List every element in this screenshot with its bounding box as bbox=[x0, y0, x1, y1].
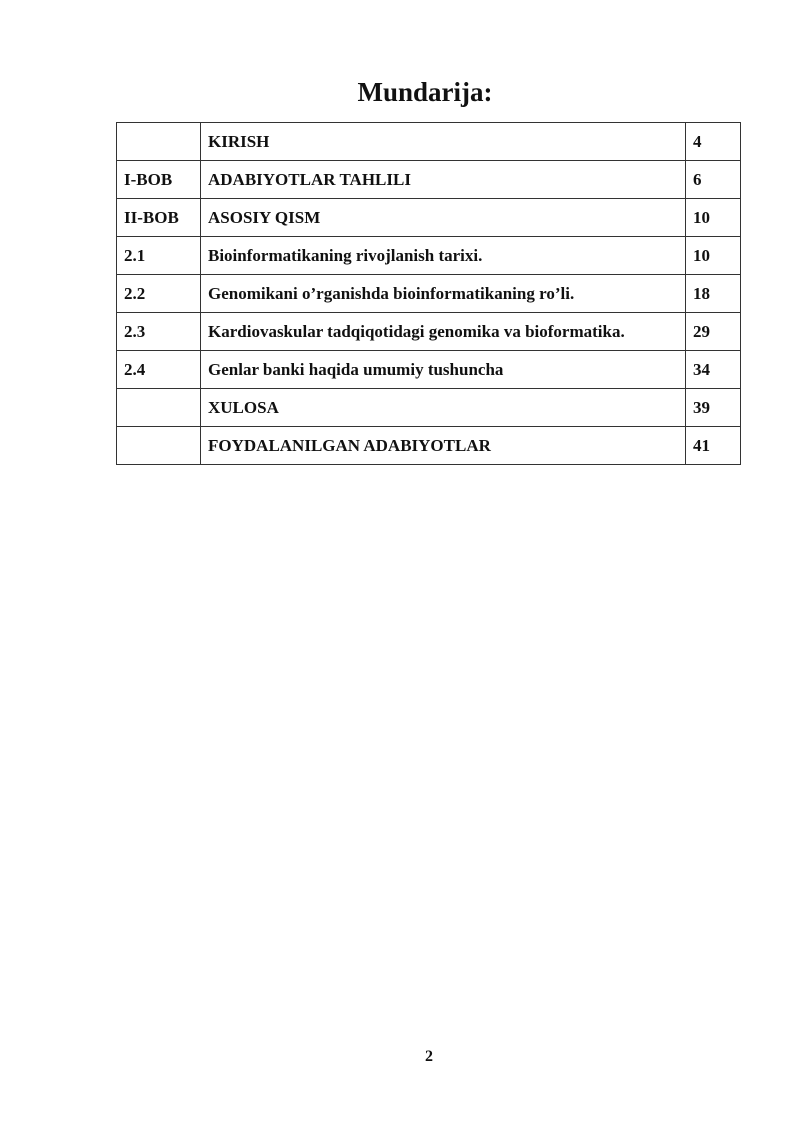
toc-section-number: 2.2 bbox=[117, 275, 201, 313]
table-row bbox=[117, 199, 741, 237]
page-footer-number: 2 bbox=[425, 1048, 433, 1065]
toc-section-number bbox=[117, 389, 201, 427]
toc-section-title: ADABIYOTLAR TAHLILI bbox=[201, 161, 686, 199]
toc-section-title: KIRISH bbox=[201, 123, 686, 161]
table-row bbox=[117, 389, 741, 427]
toc-page-number: 29 bbox=[686, 313, 741, 351]
table-row bbox=[117, 237, 741, 275]
toc-section-number: II-BOB bbox=[117, 199, 201, 237]
table-row bbox=[117, 351, 741, 389]
toc-section-number: I-BOB bbox=[117, 161, 201, 199]
table-row bbox=[117, 161, 741, 199]
toc-section-number: 2.1 bbox=[117, 237, 201, 275]
toc-page-number: 41 bbox=[686, 427, 741, 465]
toc-page-number: 10 bbox=[686, 237, 741, 275]
toc-section-number: 2.4 bbox=[117, 351, 201, 389]
page-title: Mundarija: bbox=[357, 77, 493, 107]
toc-section-title: Kardiovaskular tadqiqotidagi genomika va bioformatika. bbox=[201, 313, 686, 351]
toc-section-number bbox=[117, 123, 201, 161]
toc-section-title: Genlar banki haqida umumiy tushuncha bbox=[201, 351, 686, 389]
toc-section-title: XULOSA bbox=[201, 389, 686, 427]
toc-section-number bbox=[117, 427, 201, 465]
toc-section-title: Bioinformatikaning rivojlanish tarixi. bbox=[201, 237, 686, 275]
toc-page-number: 39 bbox=[686, 389, 741, 427]
toc-section-title: Genomikani o’rganishda bioinformatikaning ro’li. bbox=[201, 275, 686, 313]
table-row bbox=[117, 427, 741, 465]
table-row bbox=[117, 123, 741, 161]
table-row bbox=[117, 313, 741, 351]
table-row bbox=[117, 275, 741, 313]
toc-page-number: 10 bbox=[686, 199, 741, 237]
toc-page-number: 6 bbox=[686, 161, 741, 199]
toc-page-number: 4 bbox=[686, 123, 741, 161]
toc-page-number: 34 bbox=[686, 351, 741, 389]
toc-section-title: FOYDALANILGAN ADABIYOTLAR bbox=[201, 427, 686, 465]
toc-section-title: ASOSIY QISM bbox=[201, 199, 686, 237]
table-of-contents bbox=[116, 122, 741, 465]
toc-page-number: 18 bbox=[686, 275, 741, 313]
toc-section-number: 2.3 bbox=[117, 313, 201, 351]
